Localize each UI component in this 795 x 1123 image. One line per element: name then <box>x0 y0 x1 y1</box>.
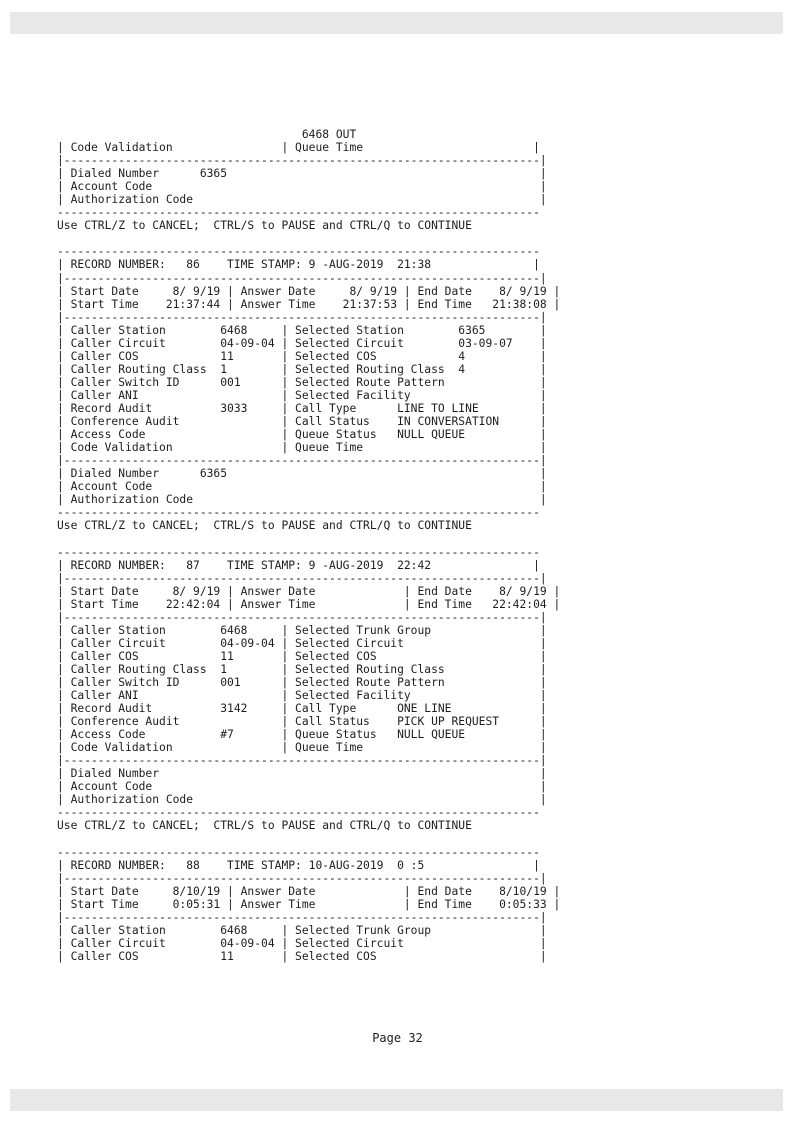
printout-line: | Start Time 21:37:44 | Answer Time 21:37:53 | End Time 21:38:08 | <box>57 297 561 311</box>
printout-line: | Caller Station 6468 | Selected Station 6365 | <box>57 323 547 337</box>
printout-line: | RECORD NUMBER: 86 TIME STAMP: 9 -AUG-2019 21:38 | <box>57 258 540 272</box>
printout-line: | Authorization Code | <box>57 193 547 207</box>
printout-line: Use CTRL/Z to CANCEL; CTRL/S to PAUSE and CTRL/Q to CONTINUE <box>57 519 472 533</box>
printout-line: | Caller COS 11 | Selected COS 4 | <box>57 349 547 363</box>
printout-line: ----------------------------------------------------------------------- <box>57 206 540 220</box>
printout-line: Use CTRL/Z to CANCEL; CTRL/S to PAUSE and CTRL/Q to CONTINUE <box>57 219 472 233</box>
printout-line: | Start Date 8/ 9/19 | Answer Date 8/ 9/19 | End Date 8/ 9/19 | <box>57 284 561 298</box>
printout-line: | Account Code | <box>57 180 547 194</box>
printout-line: | Account Code | <box>57 480 547 494</box>
printout-line: | Code Validation | Queue Time | <box>57 141 540 155</box>
printout-line: | Dialed Number 6365 | <box>57 167 547 181</box>
printout-line: | Caller COS 11 | Selected COS | <box>57 649 547 663</box>
printout-line: Use CTRL/Z to CANCEL; CTRL/S to PAUSE and CTRL/Q to CONTINUE <box>57 819 472 833</box>
printout-line: | Dialed Number | <box>57 767 547 781</box>
printout-line: | Authorization Code | <box>57 793 547 807</box>
printout-line: |----------------------------------------------------------------------| <box>57 271 547 285</box>
printout-line: | Start Date 8/ 9/19 | Answer Date | End Date 8/ 9/19 | <box>57 584 561 598</box>
printout-line: |----------------------------------------------------------------------| <box>57 910 547 924</box>
printout-line: | Caller ANI | Selected Facility | <box>57 388 547 402</box>
printout-line: | Start Date 8/10/19 | Answer Date | End Date 8/10/19 | <box>57 884 561 898</box>
printout-page <box>57 128 697 963</box>
printout-line: | Conference Audit | Call Status IN CONVERSATION | <box>57 415 547 429</box>
printout-line: ----------------------------------------------------------------------- <box>57 506 540 520</box>
printout-line: | Caller Station 6468 | Selected Trunk Group | <box>57 623 547 637</box>
printout-line: | Code Validation | Queue Time | <box>57 741 547 755</box>
printout-line: |----------------------------------------------------------------------| <box>57 871 547 885</box>
printout-line: | Account Code | <box>57 780 547 794</box>
printout-line: | Record Audit 3033 | Call Type LINE TO LINE | <box>57 401 547 415</box>
printout-line: | Caller Routing Class 1 | Selected Routing Class 4 | <box>57 362 547 376</box>
printout-line: | Caller Station 6468 | Selected Trunk Group | <box>57 923 547 937</box>
printout-line: | Caller Switch ID 001 | Selected Route Pattern | <box>57 375 547 389</box>
printout-line: | Caller Switch ID 001 | Selected Route Pattern | <box>57 675 547 689</box>
printout-line: | Caller COS 11 | Selected COS | <box>57 949 547 963</box>
page-number: Page 32 <box>372 1031 423 1045</box>
printout-line: ----------------------------------------------------------------------- <box>57 245 540 259</box>
printout-line: 6468 OUT <box>57 128 357 141</box>
printout-line: |----------------------------------------------------------------------| <box>57 454 547 468</box>
printout-line: | Caller ANI | Selected Facility | <box>57 689 547 703</box>
printout-line: ----------------------------------------------------------------------- <box>57 545 540 559</box>
printout-line: | Caller Routing Class 1 | Selected Routing Class | <box>57 662 547 676</box>
printout-line: |----------------------------------------------------------------------| <box>57 754 547 768</box>
printout-line: | Conference Audit | Call Status PICK UP REQUEST | <box>57 715 547 729</box>
printout-line: | Start Time 0:05:31 | Answer Time | End Time 0:05:33 | <box>57 897 561 911</box>
printout-line: ----------------------------------------------------------------------- <box>57 806 540 820</box>
printout-line: | Caller Circuit 04-09-04 | Selected Circuit | <box>57 936 547 950</box>
printout-line: | Access Code | Queue Status NULL QUEUE | <box>57 428 547 442</box>
printout-line: ----------------------------------------------------------------------- <box>57 845 540 859</box>
printout-line: | Authorization Code | <box>57 493 547 507</box>
printout-line: |----------------------------------------------------------------------| <box>57 610 547 624</box>
printout-line: | Access Code #7 | Queue Status NULL QUEUE | <box>57 728 547 742</box>
printout-line: | Start Time 22:42:04 | Answer Time | End Time 22:42:04 | <box>57 597 561 611</box>
printout-line: | RECORD NUMBER: 88 TIME STAMP: 10-AUG-2019 0 :5 | <box>57 858 540 872</box>
call-record-printout <box>57 128 697 963</box>
printout-line: | Dialed Number 6365 | <box>57 467 547 481</box>
scan-bottom-margin <box>10 1089 783 1111</box>
scan-top-margin <box>10 12 783 34</box>
printout-line: | Caller Circuit 04-09-04 | Selected Circuit 03-09-07 | <box>57 336 547 350</box>
printout-line: | Code Validation | Queue Time | <box>57 441 547 455</box>
printout-line: |----------------------------------------------------------------------| <box>57 571 547 585</box>
printout-line: | Caller Circuit 04-09-04 | Selected Circuit | <box>57 636 547 650</box>
printout-line: |----------------------------------------------------------------------| <box>57 154 547 168</box>
printout-line: | RECORD NUMBER: 87 TIME STAMP: 9 -AUG-2019 22:42 | <box>57 558 540 572</box>
printout-line: |----------------------------------------------------------------------| <box>57 310 547 324</box>
printout-line: | Record Audit 3142 | Call Type ONE LINE | <box>57 702 547 716</box>
